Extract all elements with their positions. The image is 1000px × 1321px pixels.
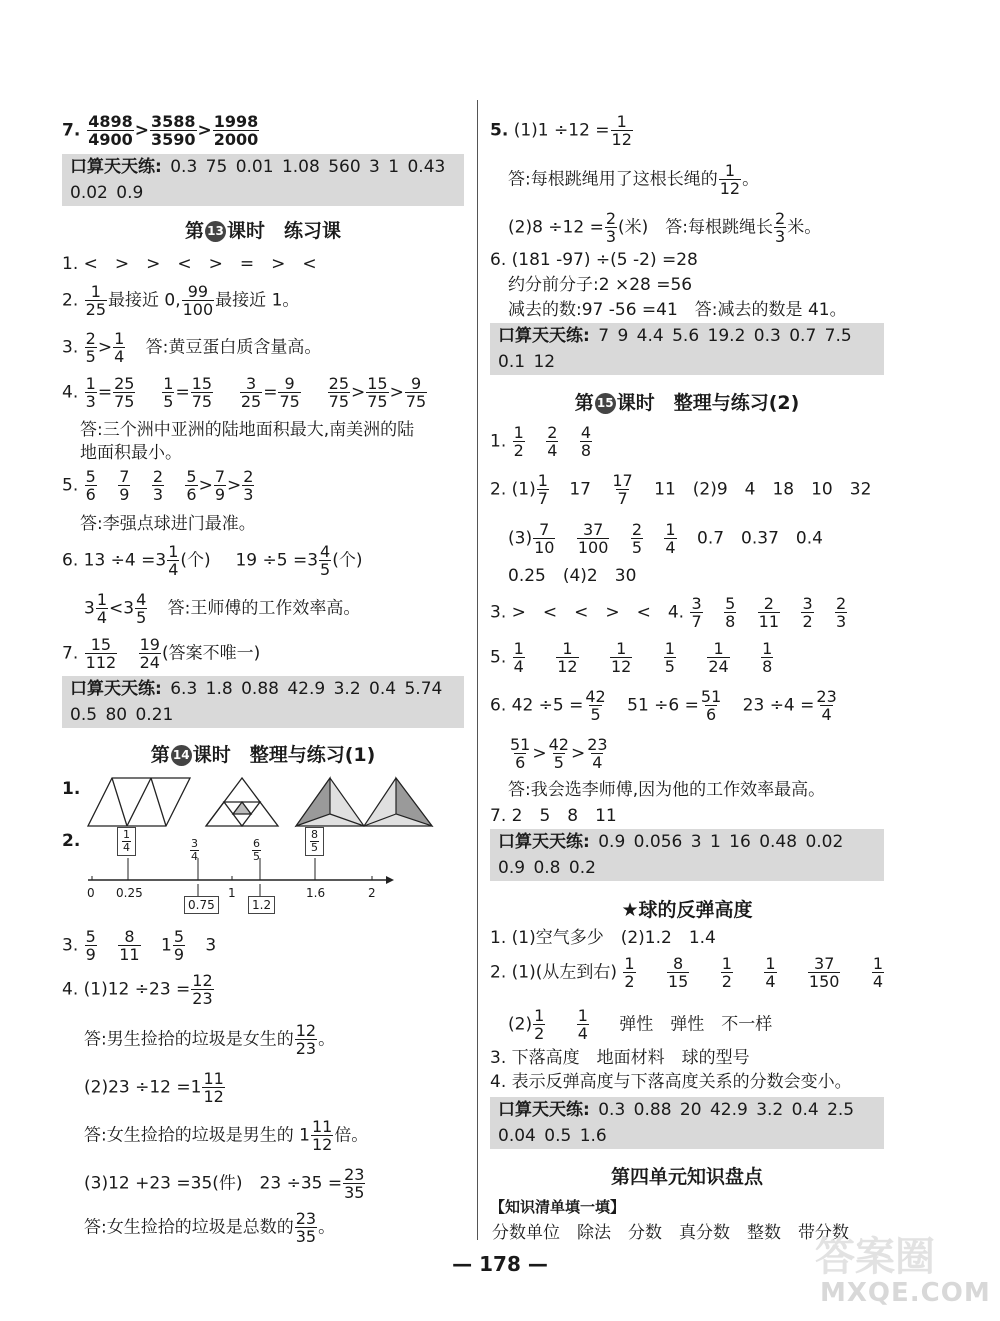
q7-top: 7. $\frac{4898}{4900}$ > $\frac{3588}{3590}$ > $\frac{1998}{2000}$ <box>62 112 259 149</box>
fraction: $\frac{3588}{3590}$ <box>151 112 196 149</box>
answer-line-s7: 7. 2 5 8 11 <box>490 806 617 826</box>
tick-label: 2 <box>368 886 376 900</box>
answer-line-b4: 4. 表示反弹高度与下落高度关系的分数会变小。 <box>490 1072 852 1092</box>
fraction-label: $\frac{6}{5}$ <box>253 837 260 863</box>
q-number: 7. <box>62 120 81 141</box>
boxed-fraction: $\frac{1}{4}$ <box>117 827 136 856</box>
answer-line-r6b: 约分前分子:2 ×28 =56 <box>508 275 693 295</box>
answer-line-m4a: 4. (1)12 ÷23 = $\frac{12}{23}$ <box>62 971 213 1008</box>
watermark-text: MXQE.COM <box>820 1278 991 1308</box>
page-number: — 178 — <box>452 1252 548 1276</box>
tick-label: 1 <box>228 886 236 900</box>
lesson-title-14: 第 14 课时 整理与练习(1) <box>150 744 376 766</box>
triangle-figures <box>84 776 444 830</box>
answer-line-b3: 3. 下落高度 地面材料 球的型号 <box>490 1048 750 1068</box>
boxed-value: 1.2 <box>248 896 275 914</box>
q-number: 2. <box>62 831 81 851</box>
answer-line-b2b: (2) $\frac{1}{2}$ $\frac{1}{4}$ 弹性 弹性 不一样 <box>508 1006 773 1043</box>
answer-line-s5: 5. $\frac{1}{4}$ $\frac{1}{12}$ $\frac{1}{12}$ $\frac{1}{5}$ $\frac{1}{24}$ $\frac{1}{8}$ <box>490 639 773 676</box>
answer-line-s2: 2. (1) $\frac{1}{7}$ 17 $\frac{17}{7}$ 11 (2)9 4 18 10 32 <box>490 471 872 508</box>
answer-line-5: 5. $\frac{5}{6}$ $\frac{7}{9}$ $\frac{2}{3}$ $\frac{5}{6}$ > $\frac{7}{9}$ > $\frac{2}{3}$ <box>62 467 254 504</box>
answer-line-4: 4. $\frac{1}{3}$ = $\frac{25}{75}$ $\frac{1}{5}$ = $\frac{15}{75}$ $\frac{3}{25}$ = $\frac{9}{75}$ $\frac{25}{75}$ > $\frac{15}{75}$ > $\frac{9}{75}$ <box>62 374 427 411</box>
answer-line-r5: 5. (1)1 ÷12 = $\frac{1}{12}$ <box>490 112 632 149</box>
answer-line-3: 3. $\frac{2}{5}$ > $\frac{1}{4}$ 答:黄豆蛋白质含量高。 <box>62 329 322 366</box>
fraction-label: $\frac{3}{4}$ <box>191 837 198 863</box>
answer-line-r6a: 6. (181 -97) ÷(5 -2) =28 <box>490 250 698 270</box>
answer-text: 答:我会选李师傅,因为他的工作效率最高。 <box>508 780 826 800</box>
shaded-triangle-figure-2 <box>364 778 432 826</box>
fraction: $\frac{1998}{2000}$ <box>213 112 259 149</box>
answer-text: 答:李强点球进门最准。 <box>80 514 256 534</box>
calc-practice-2: 口算天天练: 6.3 1.8 0.88 42.9 3.2 0.4 5.74 0.5 80 0.21 <box>62 676 464 728</box>
lesson-number-badge: 13 <box>205 221 226 242</box>
knowledge-list-line: 分数单位 除法 分数 真分数 整数 带分数 <box>492 1223 849 1243</box>
tick-label: 0 <box>87 886 95 900</box>
answer-text: 答:女生捡拾的垃圾是男生的 1 $\frac{11}{12}$ 倍。 <box>84 1117 369 1154</box>
answer-line-r5b: (2)8 ÷12 = $\frac{2}{3}$ (米) 答:每根跳绳长 $\frac{2}{3}$ 米。 <box>508 209 822 246</box>
answer-line-1: 1. < > > < > = > < <box>62 254 317 274</box>
section-title-unit-review: 第四单元知识盘点 <box>610 1166 763 1188</box>
section-title-ball-bounce: ★球的反弹高度 <box>621 899 753 921</box>
answer-line-s2c: 0.25 (4)2 30 <box>508 566 637 586</box>
shaded-triangle-figure-1 <box>296 778 364 826</box>
boxed-fraction: $\frac{8}{5}$ <box>305 827 324 856</box>
answer-line-7: 7. $\frac{15}{112}$ $\frac{19}{24}$ (答案不唯一) <box>62 635 261 672</box>
calc-practice-3: 口算天天练: 7 9 4.4 5.6 19.2 0.3 0.7 7.5 0.1 12 <box>490 323 884 375</box>
answer-line-b1: 1. (1)空气多少 (2)1.2 1.4 <box>490 928 716 948</box>
answer-text: 答:三个洲中亚洲的陆地面积最大,南美洲的陆 <box>80 420 415 440</box>
lesson-title-15: 第 15 课时 整理与练习(2) <box>574 392 800 414</box>
answer-line-6: 6. 13 ÷4 =3 $\frac{1}{4}$ (个) 19 ÷5 =3 $\frac{4}{5}$ (个) <box>62 542 363 579</box>
answer-text: 答:男生捡拾的垃圾是女生的 $\frac{12}{23}$ 。 <box>84 1021 336 1058</box>
calc-practice-4: 口算天天练: 0.9 0.056 3 1 16 0.48 0.02 0.9 0.8 0.2 <box>490 829 884 881</box>
calc-practice-1: 口算天天练: 0.3 75 0.01 1.08 560 3 1 0.43 0.02 0.9 <box>62 154 464 206</box>
lesson-number-badge: 15 <box>595 393 616 414</box>
answer-line-6b: 3 $\frac{1}{4}$ <3 $\frac{4}{5}$ 答:王师傅的工作效率高。 <box>84 590 361 627</box>
answer-line-r6c: 减去的数:97 -56 =41 答:减去的数是 41。 <box>508 300 847 320</box>
answer-line-2: 2. $\frac{1}{25}$ 最接近 0, $\frac{99}{100}$ 最接近 1。 <box>62 282 300 319</box>
answer-line-m4b: (2)23 ÷12 =1 $\frac{11}{12}$ <box>84 1069 224 1106</box>
answer-text: 答:女生捡拾的垃圾是总数的 $\frac{23}{35}$ 。 <box>84 1209 336 1246</box>
answer-line-m3: 3. $\frac{5}{9}$ $\frac{8}{11}$ 1 $\frac{5}{9}$ 3 <box>62 927 217 964</box>
answer-line-s6b: $\frac{51}{6}$ > $\frac{42}{5}$ > $\frac{23}{4}$ <box>510 735 608 772</box>
answer-text: 地面积最小。 <box>80 443 182 463</box>
column-divider <box>477 100 478 1240</box>
watermark-logo: 答案圈 <box>815 1234 935 1280</box>
answer-line-m4c: (3)12 +23 =35(件) 23 ÷35 = $\frac{23}{35}$ <box>84 1165 365 1202</box>
calc-practice-5: 口算天天练: 0.3 0.88 20 42.9 3.2 0.4 2.5 0.04 0.5 1.6 <box>490 1097 884 1149</box>
answer-line-s2b: (3) $\frac{7}{10}$ $\frac{37}{100}$ $\frac{2}{5}$ $\frac{1}{4}$ 0.7 0.37 0.4 <box>508 520 823 557</box>
answer-line-s6: 6. 42 ÷5 = $\frac{42}{5}$ 51 ÷6 = $\frac{51}{6}$ 23 ÷4 = $\frac{23}{4}$ <box>490 687 837 724</box>
answer-line-b2: 2. (1)(从左到右) $\frac{1}{2}$ $\frac{8}{15}$ $\frac{1}{2}$ $\frac{1}{4}$ $\frac{37}{150}$ $\frac{1}{4}$ <box>490 954 884 991</box>
answer-text: 答:每根跳绳用了这根长绳的 $\frac{1}{12}$ 。 <box>508 161 760 198</box>
subdivided-triangle-figure <box>206 778 278 826</box>
tick-label: 1.6 <box>306 886 326 900</box>
q-number: 1. <box>62 779 81 799</box>
knowledge-list-label: 【知识清单填一填】 <box>490 1198 626 1216</box>
answer-line-s3: 3. > < < > < 4. $\frac{3}{7}$ $\frac{5}{8}$ $\frac{2}{11}$ $\frac{3}{2}$ $\frac{2}{3}$ <box>490 594 847 631</box>
tick-label: 0.25 <box>116 886 143 900</box>
fraction: $\frac{4898}{4900}$ <box>88 112 133 149</box>
lesson-number-badge: 14 <box>171 745 192 766</box>
answer-line-s1: 1. $\frac{1}{2}$ $\frac{2}{4}$ $\frac{4}{8}$ <box>490 423 592 460</box>
lesson-title-13: 第 13 课时 练习课 <box>184 220 342 242</box>
boxed-value: 0.75 <box>184 896 219 914</box>
parallelogram-triangles-figure <box>88 778 190 826</box>
